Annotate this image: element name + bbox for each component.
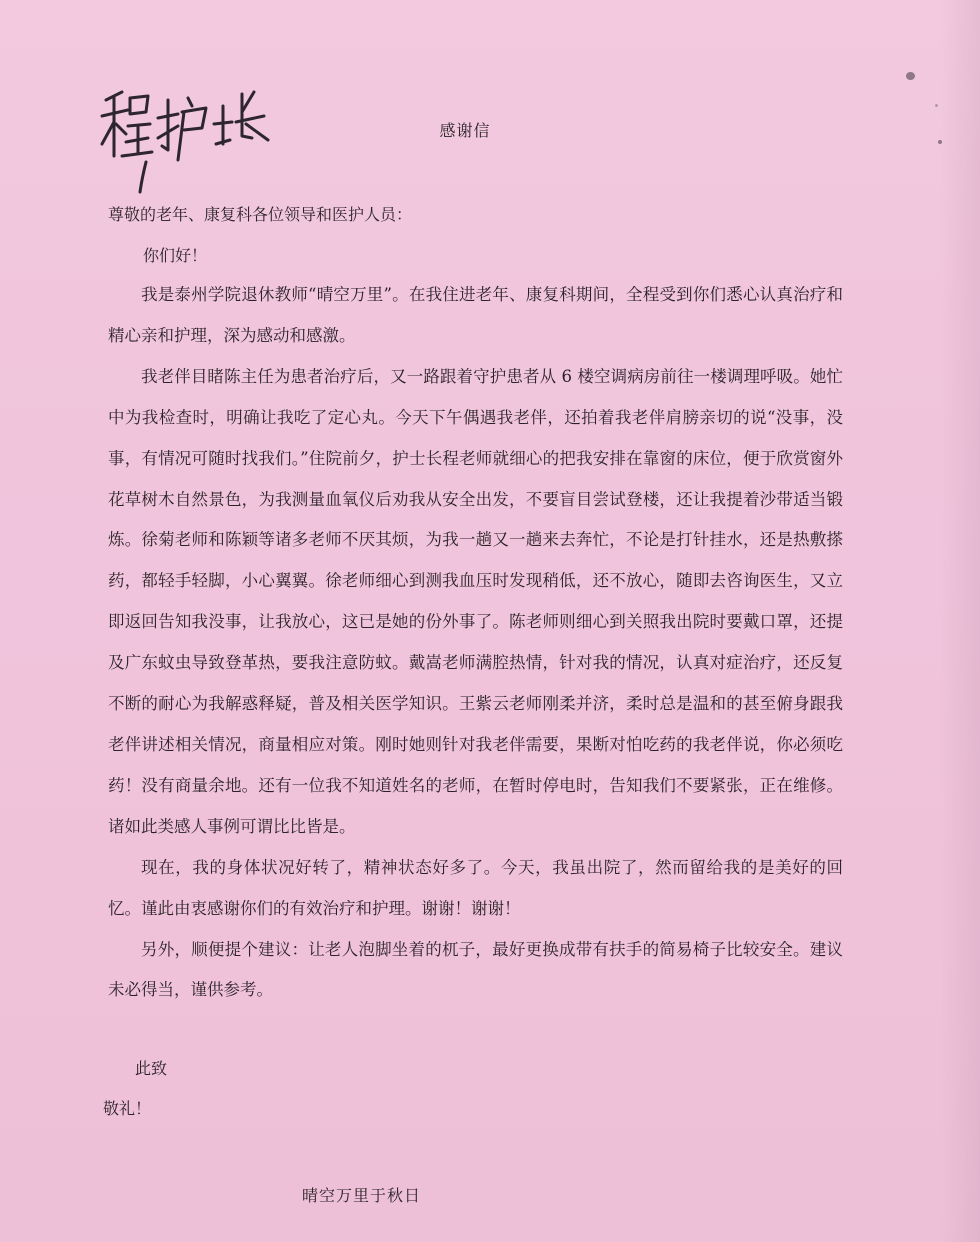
paper-edge-shadow <box>940 0 980 1242</box>
paper-speck <box>906 72 915 80</box>
greeting: 你们好！ <box>143 246 208 265</box>
letter-title: 感谢信 <box>439 121 491 140</box>
body-paragraph: 另外，顺便提个建议：让老人泡脚坐着的杌子，最好更换成带有扶手的简易椅子比较安全。建议未必得当，谨供参考。 <box>108 939 843 1000</box>
letter-body <box>108 275 843 1011</box>
paper-speck <box>935 104 938 107</box>
regards: 敬礼！ <box>103 1099 152 1118</box>
sign-off: 晴空万里于秋日 <box>302 1186 422 1205</box>
paper-speck <box>938 140 942 144</box>
closing: 此致 <box>135 1059 168 1078</box>
body-paragraph: 我是泰州学院退休教师“晴空万里”。在我住进老年、康复科期间，全程受到你们悉心认真治疗和精心亲和护理，深为感动和感激。 <box>108 285 843 345</box>
body-paragraph: 我老伴目睹陈主任为患者治疗后，又一路跟着守护患者从 6 楼空调病房前往一楼调理呼吸。她忙中为我检查时，明确让我吃了定心丸。今天下午偶遇我老伴，还拍着我老伴肩膀亲切的说“没事，没事，有情况可随时找我们。”住院前夕，护士长程老师就细心的把我安排在靠窗的床位，便于欣赏窗外花草树木自然景色，为我测量血氧仪后劝我从安全出发，不要盲目尝试登楼，还让我提着沙带适当锻炼。徐菊老师和陈颖等诸多老师不厌其烦，为我一趟又一趟来去奔忙，不论是打针挂水，还是热敷搽药，都轻手轻脚，小心翼翼。徐老师细心到测我血压时发现稍低，还不放心，随即去咨询医生，又立即返回告知我没事，让我放心，这已是她的份外事了。陈老师则细心到关照我出院时要戴口罩，还提及广东蚊虫导致登革热，要我注意防蚊。戴嵩老师满腔热情，针对我的情况，认真对症治疗，还反复不断的耐心为我解惑释疑，普及相关医学知识。王紫云老师刚柔并济，柔时总是温和的甚至俯身跟我老伴讲述相关情况，商量相应对策。刚时她则针对我老伴需要，果断对怕吃药的我老伴说，你必须吃药！没有商量余地。还有一位我不知道姓名的老师，在暂时停电时，告知我们不要紧张，正在维修。诸如此类感人事例可谓比比皆是。 <box>108 366 843 836</box>
salutation: 尊敬的老年、康复科各位领导和医护人员： <box>108 205 413 224</box>
body-paragraph: 现在，我的身体状况好转了，精神状态好多了。今天，我虽出院了，然而留给我的是美好的回忆。谨此由衷感谢你们的有效治疗和护理。谢谢！谢谢！ <box>108 857 843 918</box>
